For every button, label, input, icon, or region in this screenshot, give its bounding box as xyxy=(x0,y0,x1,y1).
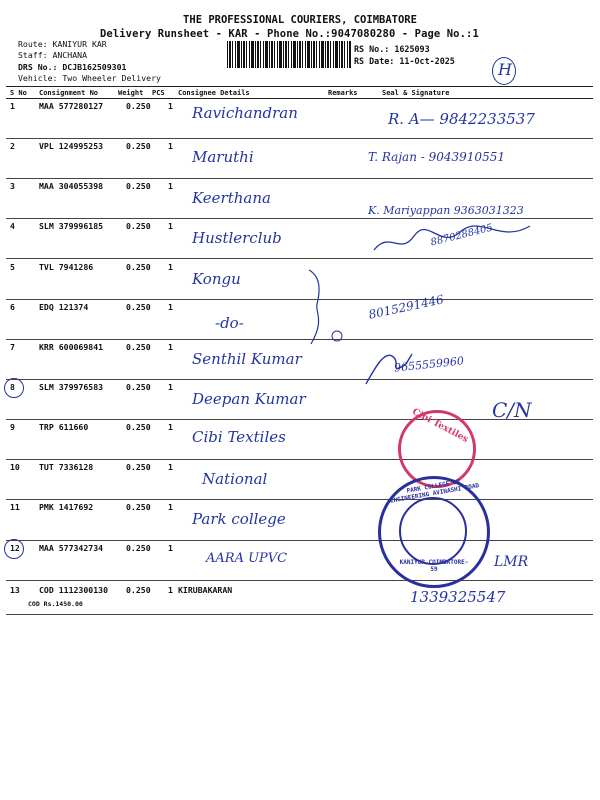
col-consignee: Consignee Details xyxy=(178,89,250,97)
row-consignment: TUT 7336128 xyxy=(39,462,94,472)
row-consignment: SLM 379996185 xyxy=(39,221,104,231)
row-consignee: Keerthana xyxy=(192,189,271,207)
row-divider xyxy=(6,379,593,380)
row-consignee: Deepan Kumar xyxy=(192,390,306,408)
row-divider xyxy=(6,138,593,139)
vehicle-info: Vehicle: Two Wheeler Delivery xyxy=(18,73,161,83)
row-weight: 0.250 xyxy=(126,221,151,231)
row-weight: 0.250 xyxy=(126,101,151,111)
row-pcs: 1 xyxy=(168,462,173,472)
row-sno: 5 xyxy=(10,262,15,272)
row-weight: 0.250 xyxy=(126,462,151,472)
row-pcs: 1 xyxy=(168,181,173,191)
row-pcs: 1 xyxy=(168,302,173,312)
row-consignment: TRP 611660 xyxy=(39,422,89,432)
row-consignment: SLM 379976583 xyxy=(39,382,104,392)
row-sno: 12 xyxy=(10,543,20,553)
row-pcs: 1 xyxy=(168,342,173,352)
row-weight: 0.250 xyxy=(126,502,151,512)
row-weight: 0.250 xyxy=(126,342,151,352)
row-pcs: 1 xyxy=(168,422,173,432)
row-sno: 10 xyxy=(10,462,20,472)
bracket-mark xyxy=(305,268,345,348)
signature-scribble xyxy=(370,220,540,260)
row-weight: 0.250 xyxy=(126,382,151,392)
row-pcs: 1 xyxy=(168,101,173,111)
barcode-image xyxy=(227,41,351,68)
row-consignment: TVL 7941286 xyxy=(39,262,94,272)
row-sno: 11 xyxy=(10,502,20,512)
stamp-inner-text: KANIYUR COIMBATORE-59 xyxy=(399,559,469,573)
row-consignee: Park college xyxy=(192,510,286,528)
row-weight: 0.250 xyxy=(126,262,151,272)
row-consignment: KRR 600069841 xyxy=(39,342,104,352)
row-divider xyxy=(6,218,593,219)
rs-info xyxy=(354,43,455,67)
row-divider xyxy=(6,499,593,500)
row-pcs: 1 xyxy=(168,141,173,151)
row-consignee: AARA UPVC xyxy=(206,551,288,566)
signature-scribble xyxy=(362,346,422,390)
table-top-border xyxy=(6,86,593,87)
row-sno: 8 xyxy=(10,382,15,392)
row-consignee: -do- xyxy=(215,314,244,332)
row-signature: 8870288405 xyxy=(429,222,495,249)
row-pcs: 1 xyxy=(168,382,173,392)
stamp-text: Cibi Textiles xyxy=(410,407,470,445)
row-signature: 8015291446 xyxy=(367,292,445,322)
row-signature: T. Rajan - 9043910551 xyxy=(368,150,505,164)
park-college-stamp xyxy=(378,476,490,588)
row-sno: 4 xyxy=(10,221,15,231)
row-signature: LMR xyxy=(494,554,529,570)
header-bottom-border xyxy=(6,98,593,99)
cod-amount: COD Rs.1450.00 xyxy=(28,600,83,608)
stamp-inner-ring xyxy=(399,497,467,565)
col-seal: Seal & Signature xyxy=(382,89,450,97)
row-consignment: VPL 124995253 xyxy=(39,141,104,151)
row-divider xyxy=(6,540,593,541)
row-signature: R. A— 9842233537 xyxy=(388,110,535,128)
row-consignee: Hustlerclub xyxy=(192,229,282,247)
row-pcs: 1 xyxy=(168,502,173,512)
row-pcs: 1 xyxy=(168,543,173,553)
row-consignment: PMK 1417692 xyxy=(39,502,94,512)
row-consignee: KIRUBAKARAN xyxy=(178,585,233,595)
row-weight: 0.250 xyxy=(126,181,151,191)
col-remarks: Remarks xyxy=(328,89,358,97)
row-consignee: Ravichandran xyxy=(192,104,298,122)
row-pcs: 1 xyxy=(168,221,173,231)
staff-info: Staff: ANCHANA xyxy=(18,50,88,60)
row-sno: 2 xyxy=(10,141,15,151)
row-weight: 0.250 xyxy=(126,422,151,432)
document-title: THE PROFESSIONAL COURIERS, COIMBATORE xyxy=(183,14,417,26)
rs-date: RS Date: 11-Oct-2025 xyxy=(354,56,455,66)
col-consignment: Consignment No xyxy=(39,89,99,97)
row-signature: 9655559960 xyxy=(393,354,465,375)
row-consignment: COD 1112300130 xyxy=(39,585,109,595)
row-weight: 0.250 xyxy=(126,585,151,595)
row-divider xyxy=(6,614,593,615)
col-weight: Weight xyxy=(118,89,144,97)
row-sno: 1 xyxy=(10,101,15,111)
row-sno: 6 xyxy=(10,302,15,312)
route-info: Route: KANIYUR KAR xyxy=(18,39,107,49)
row-weight: 0.250 xyxy=(126,543,151,553)
col-pcs: PCS xyxy=(152,89,165,97)
stamp-outer-text: PARK COLLEGE OF ENGINEERING AVINASHI ROAD xyxy=(389,478,480,505)
row-consignment: MAA 577342734 xyxy=(39,543,104,553)
row-divider xyxy=(6,580,593,581)
row-consignee: Cibi Textiles xyxy=(192,428,286,446)
rs-number: RS No.: 1625093 xyxy=(354,44,430,54)
row-consignee: Maruthi xyxy=(192,148,254,166)
row-divider xyxy=(6,299,593,300)
row-signature: 1339325547 xyxy=(410,588,506,606)
row-weight: 0.250 xyxy=(126,302,151,312)
row-consignment: EDQ 121374 xyxy=(39,302,89,312)
row-sno: 7 xyxy=(10,342,15,352)
handwritten-mark: H xyxy=(498,60,512,79)
row-divider xyxy=(6,459,593,460)
row-consignment: MAA 304055398 xyxy=(39,181,104,191)
row-weight: 0.250 xyxy=(126,141,151,151)
row-sno: 13 xyxy=(10,585,20,595)
row-consignee: Senthil Kumar xyxy=(192,350,302,368)
row-consignee: Kongu xyxy=(192,270,241,288)
row-pcs: 1 xyxy=(168,262,173,272)
drs-number: DRS No.: DCJB162509301 xyxy=(18,62,127,72)
row-divider xyxy=(6,339,593,340)
row-consignment: MAA 577280127 xyxy=(39,101,104,111)
row-divider xyxy=(6,178,593,179)
row-signature: C/N xyxy=(492,398,532,422)
row-signature: K. Mariyappan 9363031323 xyxy=(368,204,524,217)
runsheet-subtitle: Delivery Runsheet - KAR - Phone No.:9047080280 - Page No.:1 xyxy=(100,28,479,40)
row-consignee: National xyxy=(202,470,268,488)
row-sno: 3 xyxy=(10,181,15,191)
row-sno: 9 xyxy=(10,422,15,432)
col-sno: S No xyxy=(10,89,27,97)
row-pcs: 1 xyxy=(168,585,173,595)
